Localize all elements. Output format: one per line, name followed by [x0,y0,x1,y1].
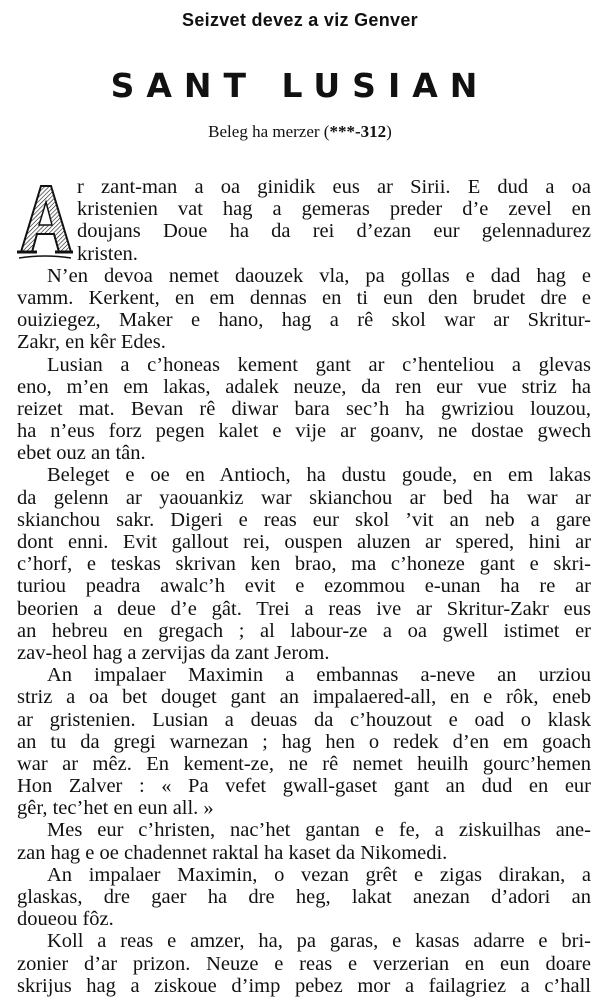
subtitle-prefix: Beleg ha merzer ( [208,122,330,141]
text-line: r zant-man a oa ginidik eus ar Sirii. E dud a oa [77,176,591,198]
text-line: Hon Zalver : « Pa vefet gwall-gaset gant an dud en eur [17,775,591,798]
text-line: zav-heol hag a zervijas da zant Jerom. [17,641,330,664]
text-line: striz a oa bet douget gant an impalaered-all, en e rôk, eneb [17,686,591,709]
article-subtitle [0,122,600,142]
text-line: glaskas, dre gaer ha dre heg, lakat anezan d’adori an [17,886,591,908]
text-line: da gelenn ar yaouankiz war skianchou ar bed ha war ar [17,486,591,509]
text-line: kristen. [77,242,138,265]
text-line: an tu da gregi warnezan ; hag hen o redek d’en em goach [17,730,591,753]
article-body [17,176,591,997]
text-line: an hebreu en gregach ; al labour-ze a oa gwell istimet er [17,619,591,642]
text-line: war ar mêz. En kement-ze, ne rê nemet heuilh gourc’hemen [17,752,591,775]
running-header: Seizvet devez a viz Genver [182,10,418,30]
text-line: Mes eur c’hristen, nac’het gantan e fe, a ziskuilhas ane- [47,819,591,842]
text-line: An impalaer Maximin, o vezan grêt e zigas dirakan, a [47,863,591,886]
dropcap-ornament-icon [17,180,73,262]
text-line: ar gristenien. Lusian a deuas da c’houzout e oad o klask [17,708,591,731]
text-line: reizet mat. Bevan rê diwar bara sec’h ha gwriziou louzou, [17,397,591,420]
text-line: Koll a reas e amzer, ha, pa garas, e kasas adarre e bri- [47,930,591,953]
text-line: Lusian a c’honeas kement gant ar c’henteliou a glevas [47,353,591,376]
text-line: ouiziegez, Maker e hano, hag a rê skol war ar Skritur- [17,309,591,332]
text-line: Beleget e oe en Antioch, ha dustu goude, en em lakas [47,464,591,487]
text-line: doujans Doue ha da rei d’ezan eur gelennadurez [77,220,591,243]
subtitle-suffix: ) [386,122,392,141]
text-line: kristenien vat hag a gemeras preder d’e zevel en [77,198,591,221]
text-line: eno, m’en em lakas, adalek neuze, da ren eur vue striz ha [17,375,591,398]
text-line: ebet ouz an tân. [17,442,146,465]
dropcap-letter: A [45,250,46,251]
text-line: dont enni. Evit gallout rei, ouspen aluzen ar spered, hini ar [17,531,591,553]
text-line: doueou fôz. [17,908,114,931]
text-line: beorien a deue d’e gât. Trei a reas ive ar Skritur-Zakr eus [17,597,591,620]
text-line: zan hag e oe chadennet raktal ha kaset da Nikomedi. [17,841,448,864]
text-line: c’horf, e teskas skrivan ken brao, ma c’honeze gant e skri- [17,553,591,576]
text-line: An impalaer Maximin a embannas a-neve an urziou [47,664,591,687]
text-line: Zakr, en kêr Edes. [17,331,166,354]
text-line: skrijus hag a ziskoue d’imp pebez mor a failagriez a c’hall [17,974,591,997]
text-line: vamm. Kerkent, en em dennas en ti eun den brudet dre e [17,286,591,309]
text-line: N’en devoa nemet daouzek vla, pa gollas e dad hag e [47,264,591,287]
subtitle-dates: ***-312 [329,122,387,141]
text-line: zonier d’ar prizon. Neuze e reas e verzerian en eun doare [17,952,591,975]
text-line: ha n’eus forz pegen kalet e vije ar goanv, ne dostae gwech [17,420,591,443]
text-line: gêr, tec’het en eun all. » [17,797,214,820]
text-line: turiou peadra awalc’h evit e ezommou e-unan ha re ar [17,575,591,598]
article-title: SANT LUSIAN [110,66,490,105]
text-line: skianchou sakr. Digeri e reas eur skol ’vit an neb a gare [17,508,591,531]
